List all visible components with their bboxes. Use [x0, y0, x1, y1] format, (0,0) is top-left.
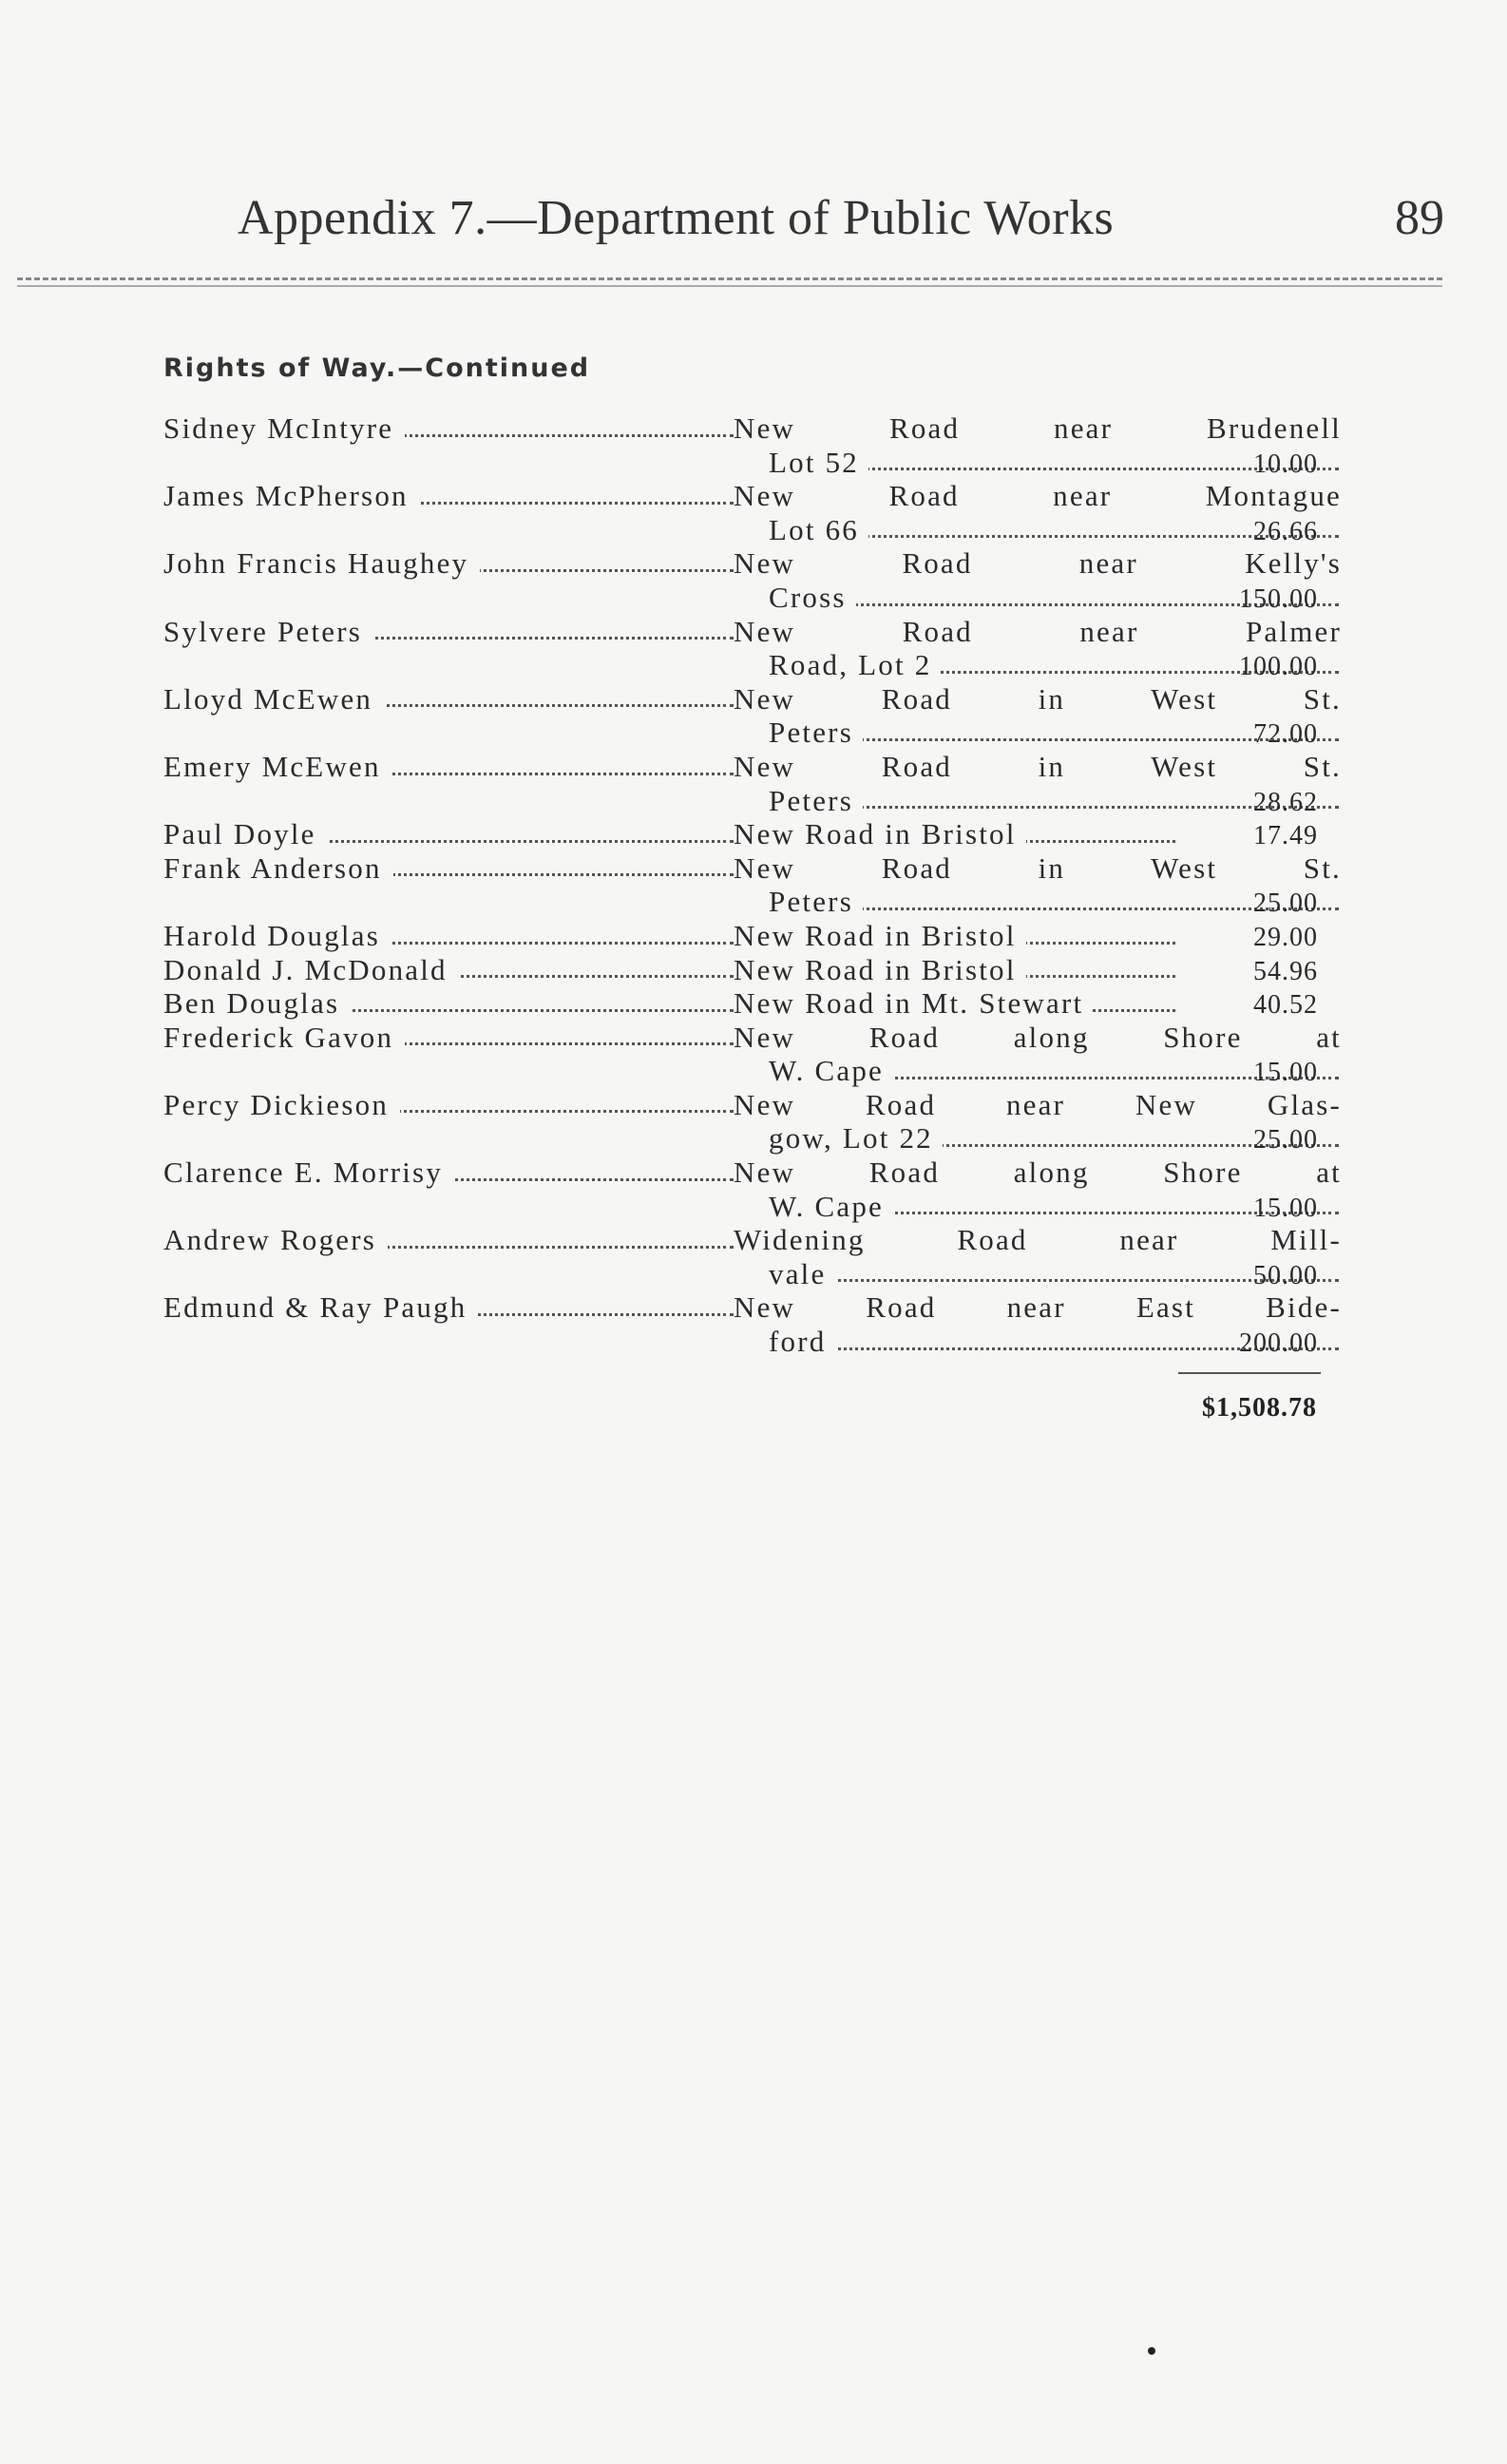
entry-continuation-line — [163, 581, 1318, 615]
running-header — [238, 190, 1444, 257]
amount: 150.00 — [1239, 583, 1318, 614]
description-text: Peters — [769, 716, 863, 749]
list-item — [163, 1087, 1342, 1156]
owner-name: Frederick Gavon — [163, 1021, 405, 1054]
amount: 15.00 — [1253, 1058, 1318, 1088]
amount: 17.49 — [1253, 821, 1318, 851]
description-text: Lot 66 — [769, 513, 868, 546]
entry-name-cell — [163, 817, 734, 851]
entry-name-cell — [163, 919, 734, 953]
list-item — [163, 479, 1342, 546]
road-description: New Road near Kelly's — [734, 546, 1342, 581]
road-description: New Road near Palmer — [734, 614, 1342, 648]
amount: 29.00 — [1253, 922, 1318, 952]
amount: 72.00 — [1253, 719, 1318, 750]
entry-continuation-line — [163, 716, 1318, 750]
road-description — [734, 817, 1280, 851]
list-item — [163, 749, 1342, 817]
list-item — [163, 546, 1342, 614]
amount: 25.00 — [1253, 1125, 1318, 1156]
entry-continuation-line — [163, 1054, 1318, 1088]
owner-name: Sidney McIntyre — [163, 411, 405, 445]
list-item — [163, 1290, 1342, 1359]
entry-continuation-line — [163, 1257, 1318, 1291]
entry-line — [163, 919, 1318, 953]
entry-line — [163, 1020, 1342, 1055]
owner-name: Clarence E. Morrisy — [163, 1156, 454, 1189]
entry-line — [163, 953, 1318, 987]
road-description: New Road near Montague — [734, 479, 1342, 513]
owner-name: Andrew Rogers — [163, 1223, 388, 1256]
road-description: New Road near New Glas- — [734, 1087, 1342, 1121]
description-text: gow, Lot 22 — [769, 1121, 943, 1155]
description-text: Peters — [769, 885, 863, 918]
entry-name-cell — [163, 615, 734, 649]
amount: 25.00 — [1253, 888, 1318, 919]
section-heading: Rights of Way.—Continued — [163, 353, 591, 383]
entry-continuation-line — [163, 513, 1318, 547]
entry-continuation-line — [163, 446, 1318, 480]
entry-name-cell — [163, 1021, 734, 1055]
description-text: vale — [769, 1257, 835, 1290]
list-item — [163, 1020, 1342, 1088]
entry-line — [163, 1156, 1342, 1190]
entry-line — [163, 411, 1342, 446]
entry-line — [163, 1223, 1342, 1257]
description-text: New Road in Mt. Stewart — [734, 986, 1093, 1020]
entry-continuation-line — [163, 648, 1318, 682]
amount: 54.96 — [1253, 956, 1318, 986]
list-item — [163, 953, 1318, 987]
list-item — [163, 919, 1318, 953]
page-title: Appendix 7.—Department of Public Works — [238, 191, 1115, 245]
amount: 10.00 — [1253, 449, 1318, 479]
description-text: W. Cape — [769, 1190, 893, 1223]
amount: 15.00 — [1253, 1193, 1318, 1223]
description-text: ford — [769, 1325, 835, 1358]
page-number: 89 — [1395, 191, 1444, 245]
road-description: New Road along Shore at — [734, 1156, 1342, 1190]
owner-name: Sylvere Peters — [163, 615, 373, 648]
entry-name-cell — [163, 411, 734, 446]
rights-of-way-list — [163, 411, 1342, 1359]
entry-line — [163, 850, 1342, 886]
entry-line — [163, 1290, 1342, 1325]
entry-name-cell — [163, 1290, 734, 1325]
total-amount: $1,508.78 — [1202, 1393, 1317, 1423]
entry-continuation-line — [163, 784, 1318, 818]
entry-name-cell — [163, 682, 734, 716]
owner-name: Emery McEwen — [163, 750, 392, 783]
entry-name-cell — [163, 851, 734, 886]
amount: 200.00 — [1239, 1328, 1318, 1359]
entry-continuation-line — [163, 1190, 1318, 1224]
owner-name: Lloyd McEwen — [163, 682, 384, 716]
header-rule — [17, 277, 1442, 280]
list-item — [163, 1223, 1342, 1290]
print-speck — [1148, 2347, 1155, 2355]
entry-line — [163, 749, 1342, 784]
entry-line — [163, 479, 1342, 513]
entry-line — [163, 817, 1318, 851]
amount: 50.00 — [1253, 1260, 1318, 1290]
owner-name: Frank Anderson — [163, 851, 393, 885]
road-description: New Road in West St. — [734, 681, 1342, 716]
list-item — [163, 614, 1342, 682]
description-text: Peters — [769, 784, 863, 817]
entry-name-cell — [163, 750, 734, 784]
description-text: Cross — [769, 581, 856, 614]
owner-name: Ben Douglas — [163, 986, 351, 1020]
description-text: Lot 52 — [769, 446, 868, 479]
road-description: New Road in West St. — [734, 749, 1342, 783]
amount: 26.66 — [1253, 516, 1318, 546]
road-description — [734, 919, 1280, 953]
entry-name-cell — [163, 1156, 734, 1190]
owner-name: Percy Dickieson — [163, 1088, 400, 1121]
owner-name: Edmund & Ray Paugh — [163, 1290, 478, 1324]
description-text: New Road in Bristol — [734, 817, 1026, 850]
road-description: New Road near Brudenell — [734, 411, 1342, 445]
road-description: New Road along Shore at — [734, 1020, 1342, 1054]
amount: 40.52 — [1253, 990, 1318, 1021]
owner-name: Harold Douglas — [163, 919, 391, 952]
owner-name: John Francis Haughey — [163, 546, 480, 580]
owner-name: Donald J. McDonald — [163, 953, 459, 986]
description-text: New Road in Bristol — [734, 953, 1026, 986]
entry-line — [163, 1087, 1342, 1122]
amount: 100.00 — [1239, 652, 1318, 682]
list-item — [163, 986, 1318, 1021]
description-text: W. Cape — [769, 1054, 893, 1087]
entry-line — [163, 546, 1342, 581]
entry-name-cell — [163, 1223, 734, 1257]
entry-name-cell — [163, 986, 734, 1021]
entry-continuation-line — [163, 885, 1318, 919]
entry-name-cell — [163, 953, 734, 987]
entry-line — [163, 681, 1342, 716]
entry-name-cell — [163, 479, 734, 513]
description-text: New Road in Bristol — [734, 919, 1026, 952]
entry-name-cell — [163, 546, 734, 581]
road-description — [734, 986, 1280, 1021]
entry-continuation-line — [163, 1325, 1318, 1359]
entry-name-cell — [163, 1088, 734, 1122]
road-description: New Road in West St. — [734, 850, 1342, 885]
entry-line — [163, 614, 1342, 649]
entry-line — [163, 986, 1318, 1021]
road-description: Widening Road near Mill- — [734, 1223, 1342, 1257]
list-item — [163, 1156, 1342, 1223]
description-text: Road, Lot 2 — [769, 648, 941, 681]
entry-continuation-line — [163, 1121, 1318, 1156]
road-description: New Road near East Bide- — [734, 1290, 1342, 1325]
owner-name: James McPherson — [163, 479, 420, 512]
list-item — [163, 850, 1342, 919]
road-description — [734, 953, 1280, 987]
list-item — [163, 681, 1342, 750]
list-item — [163, 817, 1318, 851]
header-rule-secondary — [17, 285, 1442, 287]
owner-name: Paul Doyle — [163, 817, 328, 850]
list-item — [163, 411, 1342, 479]
amount: 28.62 — [1253, 787, 1318, 817]
total-rule — [1178, 1372, 1321, 1374]
